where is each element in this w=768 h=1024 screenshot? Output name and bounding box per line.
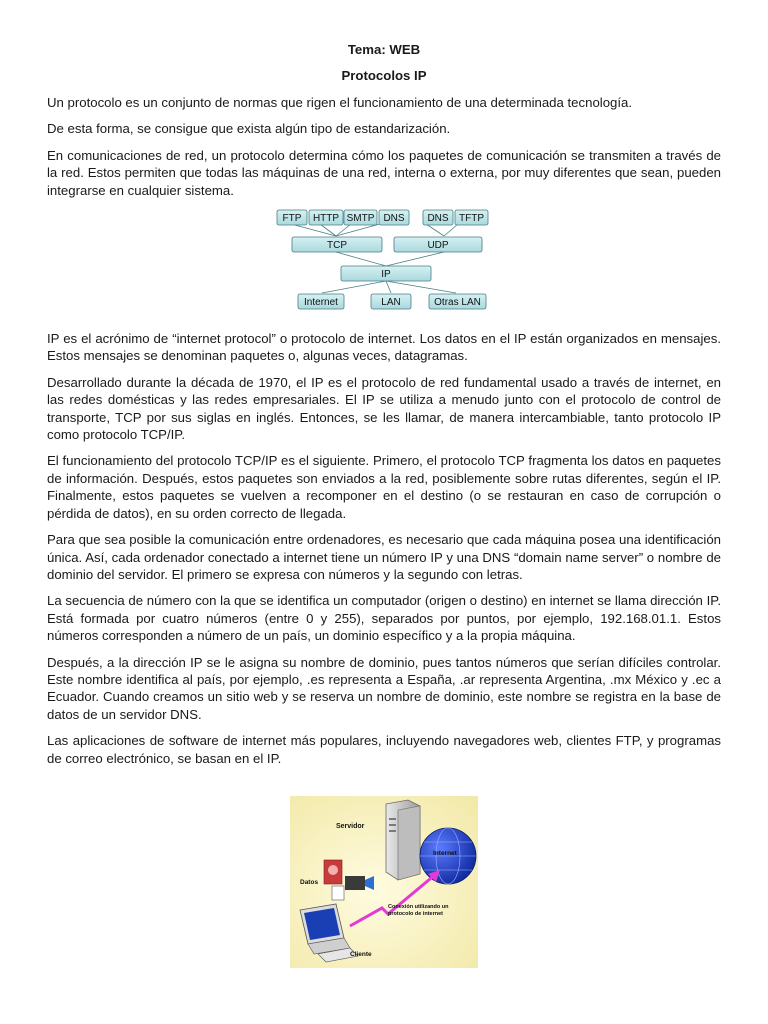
diagram-label: Otras LAN bbox=[434, 297, 481, 309]
paragraph: IP es el acrónimo de “internet protocol” o protocolo de internet. Los datos en el IP están organizados en mensajes. Estos mensajes se denominan paquetes o, algunas veces, datagramas. bbox=[47, 331, 721, 364]
paragraph: Un protocolo es un conjunto de normas que rigen el funcionamiento de una determinada tecnología. bbox=[47, 95, 633, 110]
diagram-label: Internet bbox=[304, 297, 338, 309]
paragraph: De esta forma, se consigue que exista algún tipo de estandarización. bbox=[47, 121, 451, 137]
diagram-label: DNS bbox=[427, 213, 449, 225]
data-label: Datos bbox=[300, 879, 319, 886]
paragraph: Desarrollado durante la década de 1970, el IP es el protocolo de red fundamental usado a través de internet, en las redes domésticas y las redes empresariales. El IP se utiliza a menudo junto con el protocolo de control de transporte, TCP por sus siglas en inglés. Entonces, se les llamar, de manera intercambiable, tanto protocolo IP como protocolo TCP/IP. bbox=[47, 374, 721, 443]
caption-label: Conexión utilizando un bbox=[388, 904, 449, 910]
server-icon bbox=[386, 800, 420, 880]
paragraph: Después, a la dirección IP se le asigna su nombre de dominio, pues tantos números que serían difíciles controlar. Este nombre identifica al país, por ejemplo, .es representa a España, .ar representa Argentina, .mx México y .ec a Ecuador. Cuando creamos un sitio web y se reserva un nombre de dominio, este nombre se registra en la base de datos de un servidor DNS. bbox=[47, 654, 721, 722]
diagram-label: TCP bbox=[327, 240, 347, 252]
diagram-label: HTTP bbox=[312, 213, 340, 225]
paragraph: Para que sea posible la comunicación entre ordenadores, es necesario que cada máquina posea una identificación única. Así, cada ordenador conectado a internet tiene un número IP y una DNS “domain name server” o nombre de dominio del servidor. El primero se expresa con números y la segundo con letras. bbox=[47, 532, 721, 582]
paragraph: El funcionamiento del protocolo TCP/IP es el siguiente. Primero, el protocolo TCP fragmenta los datos en paquetes de información. Después, estos paquetes son enviados a la red, posiblemente sobre rutas diferentes, según el IP. Finalmente, estos paquetes se vuelven a recomponer en el destino (o se restauran en caso de corrupción o pérdida de datos), en su orden correcto de llegada. bbox=[47, 453, 721, 521]
diagram-label: FTP bbox=[282, 213, 302, 225]
document-page bbox=[47, 36, 721, 776]
client-label: Cliente bbox=[350, 951, 372, 958]
protocol-stack-diagram bbox=[274, 208, 494, 316]
diagram-label: LAN bbox=[381, 297, 401, 309]
diagram-label: DNS bbox=[383, 213, 405, 225]
topic-title: Tema: WEB bbox=[347, 42, 421, 57]
network-illustration bbox=[290, 796, 478, 968]
diagram-label: IP bbox=[381, 269, 391, 281]
paragraph: En comunicaciones de red, un protocolo determina cómo los paquetes de comunicación se transmiten a través de la red. Estos permiten que todas las máquinas de una red, interna o externa, por muy diferentes que sean, pueden integrarse en cualquier sistema. bbox=[47, 147, 721, 198]
diagram-label: TFTP bbox=[459, 213, 484, 225]
caption-label: protocolo de internet bbox=[388, 911, 443, 917]
diagram-label: SMTP bbox=[346, 213, 375, 225]
server-label: Servidor bbox=[336, 823, 365, 830]
diagram-label: UDP bbox=[427, 240, 449, 252]
internet-label: Internet bbox=[433, 850, 457, 857]
paragraph: La secuencia de número con la que se identifica un computador (origen o destino) en internet se llama dirección IP. Está formada por cuatro números (entre 0 y 255), separados por puntos, por ejemplo, 192.168.01.1. Estos números corresponden a número de un país, un dominio específico y a la propia máquina. bbox=[47, 593, 721, 644]
paragraph: Las aplicaciones de software de internet más populares, incluyendo navegadores web, clientes FTP, y programas de correo electrónico, se basan en el IP. bbox=[47, 733, 721, 766]
page-heading: Protocolos IP bbox=[341, 68, 427, 83]
